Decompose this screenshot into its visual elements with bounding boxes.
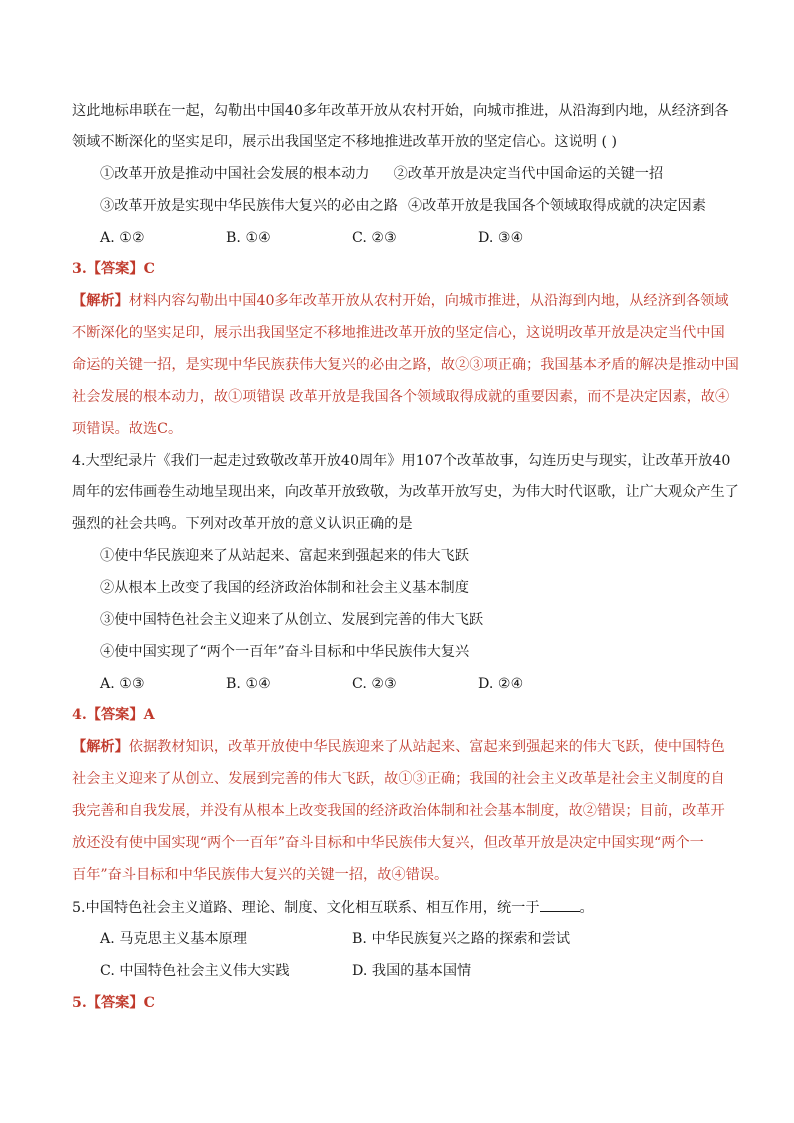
q4-item4: ④使中国实现了“两个一百年”奋斗目标和中华民族伟大复兴 — [100, 644, 470, 660]
q4-item2: ②从根本上改变了我国的经济政治体制和社会主义基本制度 — [100, 580, 469, 596]
q5-options-row2 — [100, 961, 720, 981]
q3-analysis-line1 — [72, 291, 732, 311]
q4-stem-line1: 4.大型纪录片《我们一起走过致敬改革开放40周年》用107个改革故事，勾连历史与现实，让改革开放40 — [72, 453, 731, 469]
q3-item3: ③改革开放是实现中华民族伟大复兴的必由之路 — [100, 198, 398, 214]
q4-option-a: A. ①③ — [100, 676, 145, 692]
q3-analysis-line4: 社会发展的根本动力，故①项错误 改革开放是我国各个领域取得成就的重要因素，而不是决定因素，故④ — [72, 389, 730, 405]
q4-analysis-text1: 依据教材知识，改革开放使中华民族迎来了从站起来、富起来到强起来的伟大飞跃，使中国特色 — [128, 739, 725, 755]
q3-analysis-line2: 不断深化的坚实足印，展示出我国坚定不移地推进改革开放的坚定信心，这说明改革开放是决定当代中国 — [72, 325, 725, 341]
q5-option-c: C. 中国特色社会主义伟大实践 — [100, 963, 290, 979]
q4-analysis-line5: 百年”奋斗目标和中华民族伟大复兴的关键一招，故④错误。 — [72, 867, 449, 883]
q4-answer-label: 4.【答案】 — [72, 707, 144, 723]
q4-option-d: D. ②④ — [478, 676, 524, 692]
q3-item4: ④改革开放是我国各个领域取得成就的决定因素 — [407, 198, 706, 214]
q3-item1: ①改革开放是推动中国社会发展的根本动力 — [100, 166, 370, 182]
q5-answer — [72, 993, 732, 1013]
q4-analysis-line2: 社会主义迎来了从创立、发展到完善的伟大飞跃，故①③正确；我国的社会主义改革是社会主义制度的自 — [72, 771, 725, 787]
q3-analysis-line5: 项错误。故选C。 — [72, 421, 183, 437]
q4-analysis-line4: 放还没有使中国实现“两个一百年”奋斗目标和中华民族伟大复兴，但改革开放是决定中国实现“两个一 — [72, 835, 704, 851]
q5-stem-after: 。 — [579, 900, 594, 916]
q5-stem-before: 5.中国特色社会主义道路、理论、制度、文化相互联系、相互作用，统一于 — [72, 900, 540, 916]
q3-answer-value: C — [143, 261, 155, 277]
q4-item3: ③使中国特色社会主义迎来了从创立、发展到完善的伟大飞跃 — [100, 612, 484, 628]
q5-answer-value: C — [143, 995, 155, 1011]
q3-option-d: D. ③④ — [478, 230, 524, 246]
q3-options — [100, 228, 720, 248]
q4-analysis-label: 【解析】 — [72, 739, 129, 755]
q4-stem-line3: 强烈的社会共鸣。下列对改革开放的意义认识正确的是 — [72, 516, 413, 532]
q5-stem — [72, 897, 732, 918]
q4-options — [100, 674, 720, 694]
q3-answer — [72, 259, 732, 279]
q3-option-c: C. ②③ — [352, 230, 397, 246]
q4-option-b: B. ①④ — [226, 676, 271, 692]
q4-answer — [72, 705, 732, 725]
q5-options-row1 — [100, 929, 720, 949]
q5-option-d: D. 我国的基本国情 — [352, 963, 472, 979]
q4-analysis-line3: 我完善和自我发展，并没有从根本上改变我国的经济政治体制和社会基本制度，故②错误；目前，改革开 — [72, 803, 725, 819]
q4-stem-line2: 周年的宏伟画卷生动地呈现出来，向改革开放致敬，为改革开放写史，为伟大时代讴歌，让广大观众产生了 — [72, 484, 739, 500]
q5-blank — [540, 897, 580, 912]
q3-option-b: B. ①④ — [226, 230, 271, 246]
q5-option-b: B. 中华民族复兴之路的探索和尝试 — [352, 931, 571, 947]
q3-items-row2 — [100, 196, 760, 216]
q4-item1: ①使中华民族迎来了从站起来、富起来到强起来的伟大飞跃 — [100, 548, 469, 564]
q3-items-row1 — [100, 164, 760, 184]
q4-analysis-line1 — [72, 737, 732, 757]
q5-option-a: A. 马克思主义基本原理 — [100, 931, 247, 947]
q4-option-c: C. ②③ — [352, 676, 397, 692]
q3-answer-label: 3.【答案】 — [72, 261, 144, 277]
q3-item2: ②改革开放是决定当代中国命运的关键一招 — [393, 166, 664, 182]
q3-option-a: A. ①② — [100, 230, 145, 246]
q3-stem-line1: 这此地标串联在一起，勾勒出中国40多年改革开放从农村开始，向城市推进，从沿海到内地，从经济到各 — [72, 103, 729, 119]
q5-answer-label: 5.【答案】 — [72, 995, 144, 1011]
q3-analysis-label: 【解析】 — [72, 293, 129, 309]
q3-stem-line2: 领域不断深化的坚实足印，展示出我国坚定不移地推进改革开放的坚定信心。这说明 ( ) — [72, 134, 618, 150]
q3-analysis-text1: 材料内容勾勒出中国40多年改革开放从农村开始，向城市推进，从沿海到内地，从经济到各领域 — [128, 293, 729, 309]
q3-analysis-line3: 命运的关键一招，是实现中华民族获伟大复兴的必由之路，故②③项正确；我国基本矛盾的解决是推动中国 — [72, 357, 739, 373]
q4-answer-value: A — [143, 707, 155, 723]
